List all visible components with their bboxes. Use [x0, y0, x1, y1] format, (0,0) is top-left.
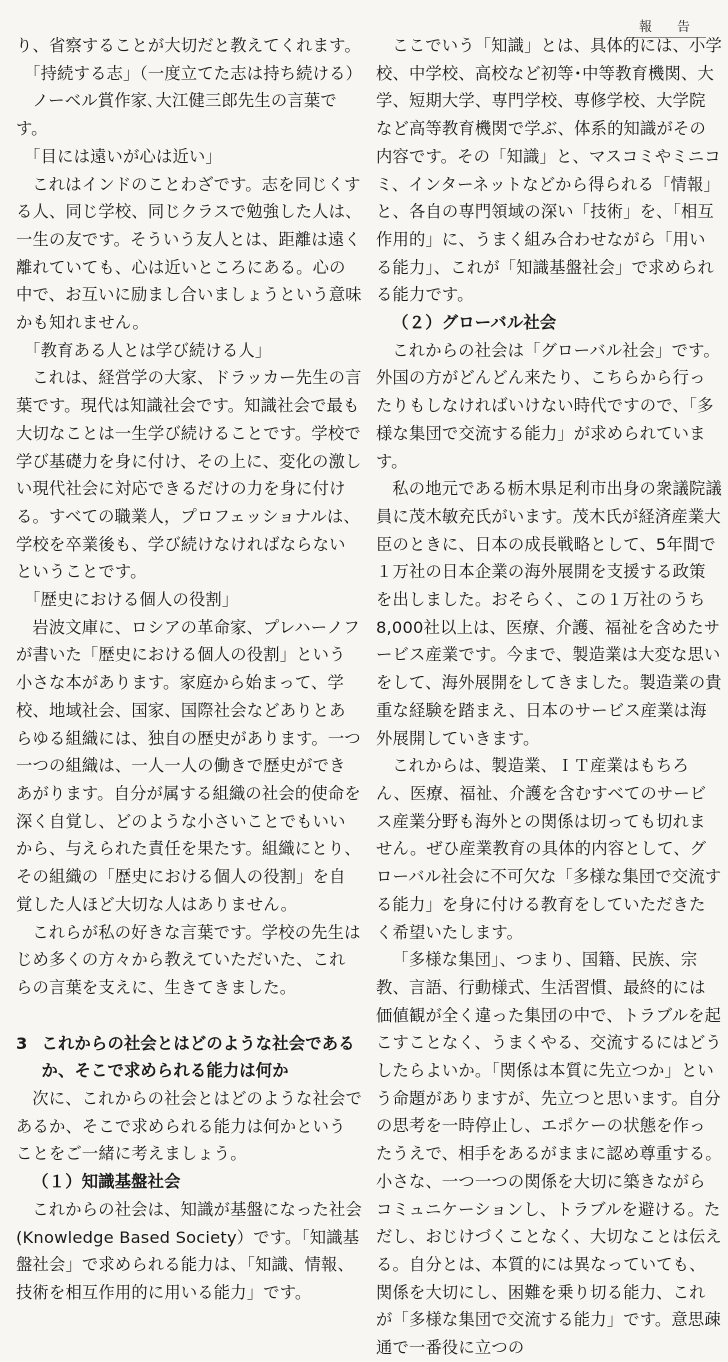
section-title: これからの社会とはどのような社会であるか、そこで求められる能力は何か [41, 1033, 355, 1081]
paragraph: ノーベル賞作家､大江健三郎先生の言葉です。 [16, 91, 337, 139]
paragraph: これからは、製造業、ＩＴ産業はもちろん、医療、福祉、介護を含むすべてのサービス産業分野も海外との関係は切っても切れません。ぜひ産業教育の具体的内容として、グローバル社会に不可欠な「多様な集団で交流する能力」を身に付ける教育をしていただきたく希望いたします。 [376, 756, 722, 942]
subsection-heading: （２）グローバル社会 [392, 313, 557, 333]
subsection-heading: （１）知識基盤社会 [32, 1172, 181, 1192]
paragraph: ここでいう「知識」とは、具体的には、小学校、中学校、高校など初等･中等教育機関、大学、短期大学、専門学校、専修学校、大学院など高等教育機関で学ぶ、体系的知識がその内容です。その「知識」と、マスコミやミニコミ、インターネットなどから得られる「情報」と、各自の専門領域の深い「技術」を、「相互作用的」に、うまく組み合わせながら「用いる能力」、これが「知識基盤社会」で求められる能力です。 [376, 36, 722, 305]
section-3-heading [16, 1030, 362, 1085]
quote-heading: 「目には遠いが心は近い」 [24, 146, 222, 166]
paragraph: これはインドのことわざです。志を同じくする人、同じ学校、同じクラスで勉強した人は、一生の友です。そういう友人とは、距離は遠く離れていても、心は近いところにある。心の中で、お互いに励まし合いましょうという意味かも知れません。 [16, 174, 362, 333]
paragraph: これからの社会は、知識が基盤になった社会(Knowledge Based Society）です。「知識基盤社会」で求められる能力は、「知識、情報、技術を相互作用的に用いる能力」です。 [16, 1199, 362, 1302]
paragraph: 「多様な集団」、つまり、国籍、民族、宗教、言語、行動様式、生活習慣、最終的には価値観が全く違った集団の中で、トラブルを起こすことなく、うまくやる、交流するにはどうしたらよいか。「関係は本質に先立つか」という命題がありますが、先立つと思います。自分の思考を一時停止し、エポケーの状態を作ったうえで、相手をあるがままに認め尊重する。小さな、一つ一つの関係を大切に築きながらコミュニケーションし、トラブルを避ける。ただし、おじけづくことなく、大切なことは伝える。自分とは、本質的には異なっていても、関係を大切にし、困難を乗り切る能力、これが「多様な集団で交流する能力」です。意思疎通で一番役に立つの [376, 950, 722, 1358]
left-column [16, 32, 362, 1307]
paragraph: これらが私の好きな言葉です。学校の先生はじめ多くの方々から教えていただいた、これらの言葉を支えに、生きてきました。 [16, 922, 361, 997]
paragraph: り、省察することが大切だと教えてくれます。 [16, 36, 361, 55]
right-column [376, 32, 722, 1362]
quote-heading: 「教育ある人とは学び続ける人」 [24, 340, 272, 360]
paragraph: これは、経営学の大家、ドラッカー先生の言葉です。現代は知識社会です。知識社会で最も大切なことは一生学び続けることです。学校で学び基礎力を身に付け、その上に、変化の激しい現代社会に対応できるだけの力を身に付ける。すべての職業人，プロフェッショナルは、学校を卒業後も、学び続けなければならないということです。 [16, 368, 362, 582]
quote-heading: 「持続する志」（一度立てた志は持ち続ける） [24, 63, 363, 83]
paragraph: 岩波文庫に、ロシアの革命家、プレハーノフが書いた「歴史における個人の役割」という小さな本があります。家庭から始まって、学校、地域社会、国家、国際社会などありとあらゆる組織には、独自の歴史があります。一つ一つの組織は、一人一人の働きで歴史ができあがります。自分が属する組織の社会的使命を深く自覚し、どのような小さいことでもいいから、与えられた責任を果たす。組織にとり、その組織の「歴史における個人の役割」を自覚した人ほど大切な人はありません。 [16, 617, 361, 914]
section-number: 3 [16, 1033, 28, 1053]
paragraph: 私の地元である栃木県足利市出身の衆議院議員に茂木敏充氏がいます。茂木氏が経済産業大臣のときに、日本の成長戦略として、5年間で１万社の日本企業の海外展開を支援する政策を出しました。おそらく、この１万社のうち8,000社以上は、医療、介護、福祉を含めたサービス産業です。今まで、製造業は大変な思いをして、海外展開をしてきました。製造業の貴重な経験を踏まえ、日本のサービス産業は海外展開していきます。 [376, 479, 722, 748]
report-header-label: 報 告 [627, 14, 706, 38]
paragraph: これからの社会は「グローバル社会」です。外国の方がどんどん来たり、こちらから行ったりもしなければいけない時代ですので、「多様な集団で交流する能力」が求められています。 [376, 340, 720, 471]
paragraph: 次に、これからの社会とはどのような社会であるか、そこで求められる能力は何かということをご一緒に考えましょう。 [16, 1089, 362, 1164]
quote-heading: 「歴史における個人の役割」 [24, 590, 239, 610]
